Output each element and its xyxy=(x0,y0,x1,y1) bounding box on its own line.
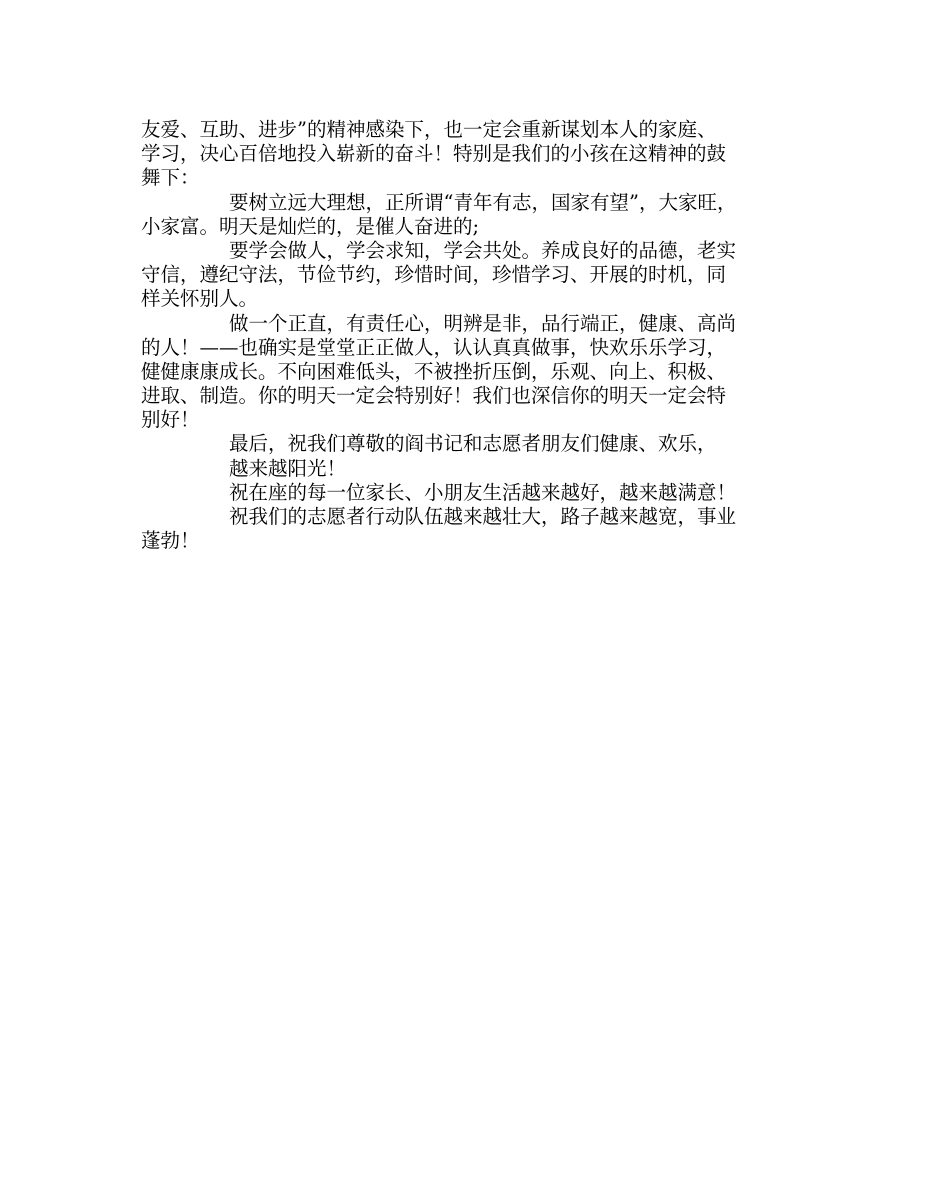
text-line: 友爱、互助、进步”的精神感染下，也一定会重新谋划本人的家庭、 xyxy=(141,118,717,141)
text-line: 守信，遵纪守法，节俭节约，珍惜时间，珍惜学习、开展的时机，同 xyxy=(141,263,727,287)
text-line: 学习，决心百倍地投入崭新的奋斗！特别是我们的小孩在这精神的鼓 xyxy=(141,142,727,166)
text-line: 最后，祝我们尊敬的阎书记和志愿者朋友们健康、欢乐， xyxy=(229,432,717,456)
text-line: 要学会做人，学会求知，学会共处。养成良好的品德，老实 xyxy=(229,238,737,262)
text-line: 祝在座的每一位家长、小朋友生活越来越好，越来越满意！ xyxy=(229,480,737,504)
text-line: 做一个正直，有责任心，明辨是非，品行端正，健康、高尚 xyxy=(229,311,737,335)
text-line: 蓬勃！ xyxy=(141,529,200,553)
text-line: 小家富。明天是灿烂的，是催人奋进的; xyxy=(141,214,480,238)
text-line: 舞下： xyxy=(141,166,200,190)
document-body xyxy=(141,118,821,553)
text-line: 样关怀别人。 xyxy=(141,287,259,311)
text-line: 要树立远大理想，正所谓“青年有志，国家有望”，大家旺， xyxy=(229,190,737,214)
text-line: 的人！——也确实是堂堂正正做人，认认真真做事，快欢乐乐学习， xyxy=(141,335,727,359)
text-line: 祝我们的志愿者行动队伍越来越壮大，路子越来越宽，事业 xyxy=(229,505,737,528)
text-line: 别好！ xyxy=(141,408,200,432)
text-line: 健健康康成长。不向困难低头，不被挫折压倒，乐观、向上、积极、 xyxy=(141,359,727,383)
text-line: 越来越阳光！ xyxy=(229,456,347,480)
text-line: 进取、制造。你的明天一定会特别好！我们也深信你的明天一定会特 xyxy=(141,384,727,408)
